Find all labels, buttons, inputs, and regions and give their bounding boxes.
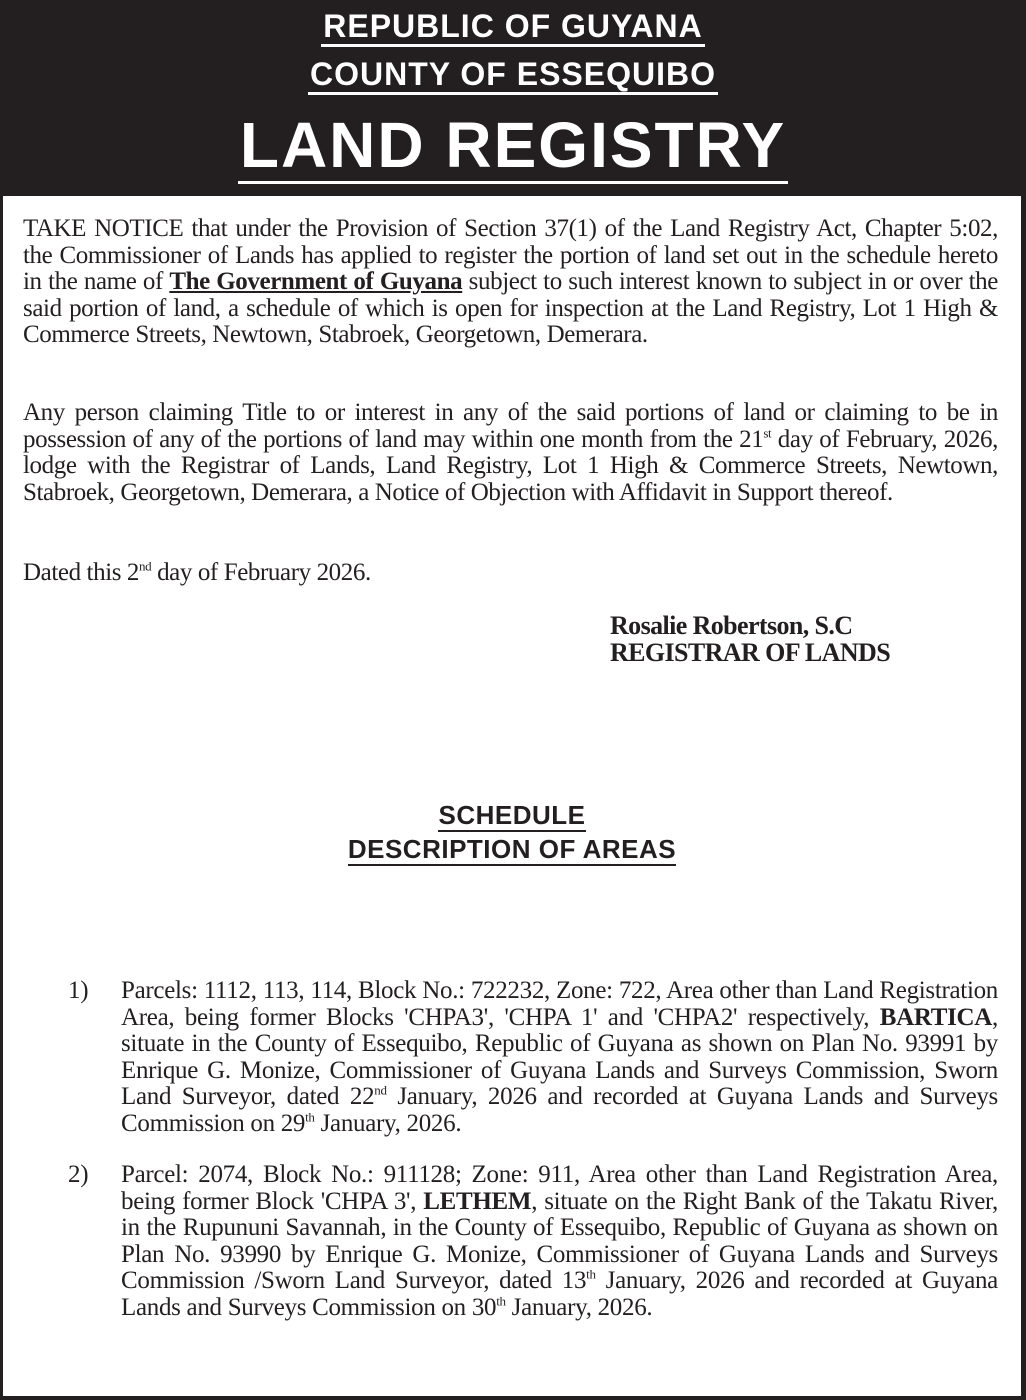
signature-block bbox=[610, 612, 890, 666]
header-line-county: COUNTY OF ESSEQUIBO bbox=[0, 56, 1026, 93]
place-name: BARTICA bbox=[879, 1003, 993, 1031]
signatory-name: Rosalie Robertson, S.C bbox=[610, 611, 853, 640]
header-title: LAND REGISTRY bbox=[0, 108, 1026, 182]
schedule-subheading: DESCRIPTION OF AREAS bbox=[347, 834, 677, 864]
schedule-heading: SCHEDULE bbox=[438, 800, 586, 830]
item-description: Parcels: 1112, 113, 114, Block No.: 722232, Zone: 722, Area other than Land Registration Area, being former Blocks 'CHPA3', 'CHPA 1' and 'CHPA2' respectively, BARTICA, situate in the County of Essequibo, Republic of Guyana as shown on Plan No. 93991 by Enrique G. Monize, Commissioner of Guyana Lands and Surveys Commission, Sworn Land Surveyor, dated 22nd January, 2026 and recorded at Guyana Lands and Surveys Commission on 29th January, 2026. bbox=[121, 977, 998, 1137]
signatory-title: REGISTRAR OF LANDS bbox=[610, 638, 891, 667]
item-number: 1) bbox=[68, 977, 89, 1004]
place-name: LETHEM bbox=[423, 1187, 532, 1215]
header-line-country: REPUBLIC OF GUYANA bbox=[0, 8, 1026, 45]
notice-body bbox=[3, 196, 1021, 1396]
notice-paragraph-2: Any person claiming Title to or interest in any of the said portions of land or claiming to be in possession of any of the portions of land may within one month from the 21st day of February, 2026, lodge with the Registrar of Lands, Land Registry, Lot 1 High & Commerce Streets, Newtown, Stabroek, Georgetown, Demerara, a Notice of Objection with Affidavit in Support thereof. bbox=[23, 399, 998, 506]
dated-line: Dated this 2nd day of February 2026. bbox=[23, 558, 371, 586]
notice-paragraph-1: TAKE NOTICE that under the Provision of Section 37(1) of the Land Registry Act, Chapter 5:02, the Commissioner of Lands has applied to register the portion of land set out in the schedule hereto in the name of The Government of Guyana subject to such interest known to subject in or over the said portion of land, a schedule of which is open for inspection at the Land Registry, Lot 1 High & Commerce Streets, Newtown, Stabroek, Georgetown, Demerara. bbox=[23, 215, 998, 348]
item-number: 2) bbox=[68, 1161, 89, 1188]
applicant-name: The Government of Guyana bbox=[169, 268, 463, 295]
header-banner bbox=[0, 0, 1026, 196]
item-description: Parcel: 2074, Block No.: 911128; Zone: 911, Area other than Land Registration Area, being former Block 'CHPA 3', LETHEM, situate on the Right Bank of the Takatu River, in the Rupununi Savannah, in the County of Essequibo, Republic of Guyana as shown on Plan No. 93990 by Enrique G. Monize, Commissioner of Guyana Lands and Surveys Commission /Sworn Land Surveyor, dated 13th January, 2026 and recorded at Guyana Lands and Surveys Commission on 30th January, 2026. bbox=[121, 1161, 999, 1321]
